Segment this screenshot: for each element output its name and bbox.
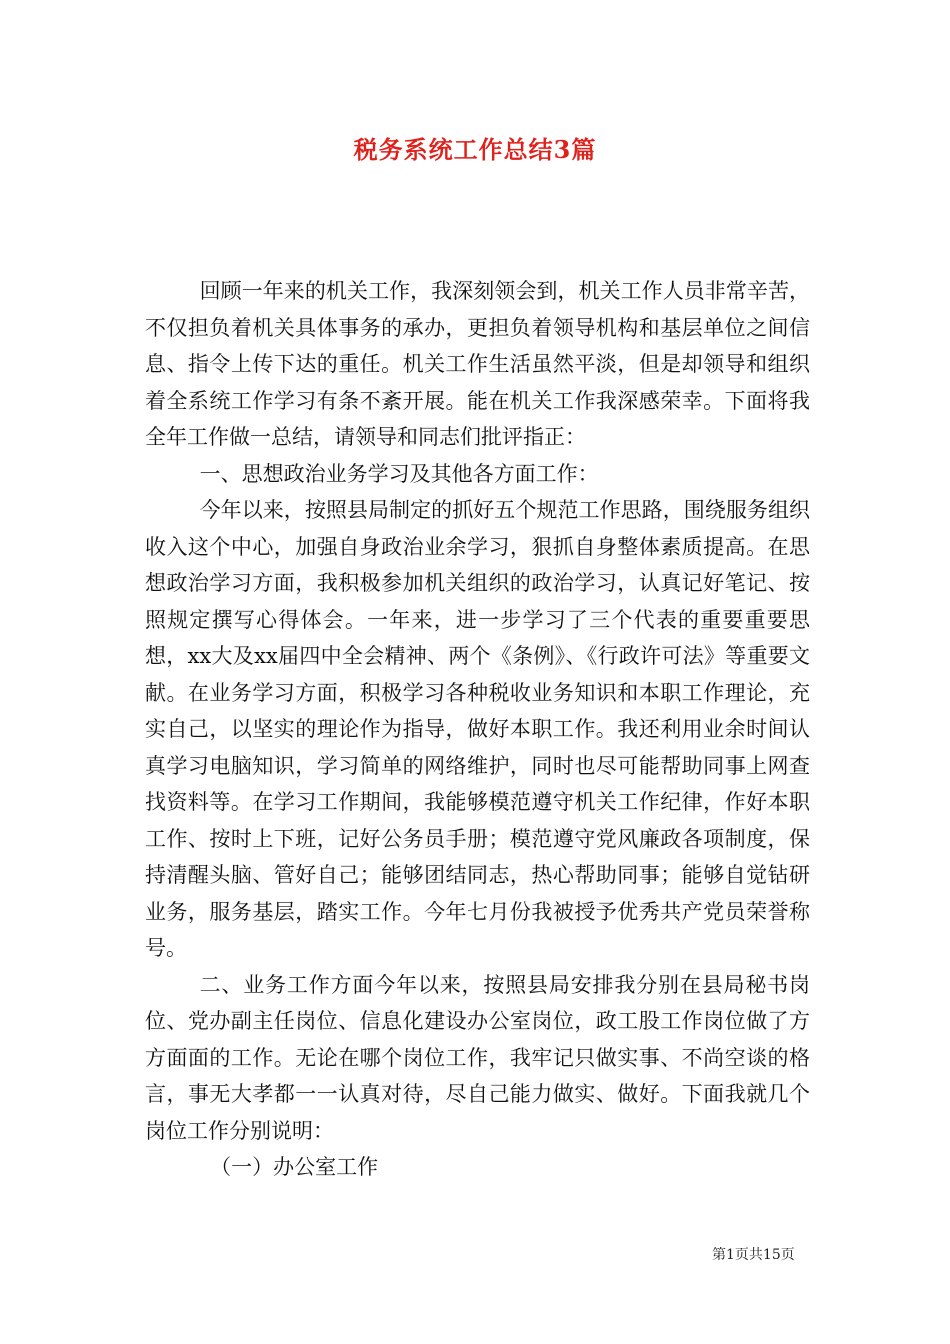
paragraph-study-details: 今年以来，按照县局制定的抓好五个规范工作思路，围绕服务组织收入这个中心，加强自身政治业余学习，狠抓自身整体素质提高。在思想政治学习方面，我积极参加机关组织的政治学习，认真记好笔记、按照规定撰写心得体会。一年来，进一步学习了三个代表的重要重要思想，xx大及xx届四中全会精神、两个《条例》、《行政许可法》等重要文献。在业务学习方面，积极学习各种税收业务知识和本职工作理论，充实自己，以坚实的理论作为指导，做好本职工作。我还利用业余时间认真学习电脑知识，学习简单的网络维护，同时也尽可能帮助同事上网查找资料等。在学习工作期间，我能够模范遵守机关工作纪律，作好本职工作、按时上下班，记好公务员手册；模范遵守党风廉政各项制度，保持清醒头脑、管好自己；能够团结同志，热心帮助同事；能够自觉钻研业务，服务基层，踏实工作。今年七月份我被授予优秀共产党员荣誉称号。 bbox=[145, 498, 810, 960]
paragraph-intro: 回顾一年来的机关工作，我深刻领会到，机关工作人员非常辛苦，不仅担负着机关具体事务的承办，更担负着领导机构和基层单位之间信息、指令上传下达的重任。机关工作生活虽然平淡，但是却领导和组织着全系统工作学习有条不紊开展。能在机关工作我深感荣幸。下面将我全年工作做一总结，请领导和同志们批评指正： bbox=[145, 279, 810, 449]
document-title: 税务系统工作总结3篇 bbox=[353, 135, 597, 164]
paragraph-business-work: 二、业务工作方面今年以来，按照县局安排我分别在县局秘书岗位、党办副主任岗位、信息化建设办公室岗位，政工股工作岗位做了方方面面的工作。无论在哪个岗位工作，我牢记只做实事、不尚空谈的格言，事无大孝都一一认真对待，尽自己能力做实、做好。下面我就几个岗位工作分别说明： bbox=[145, 972, 810, 1143]
section-heading-political-study: 一、思想政治业务学习及其他各方面工作： bbox=[199, 461, 599, 486]
subsection-heading-office-work: （一）办公室工作 bbox=[210, 1155, 379, 1179]
page-number-footer: 第1页共15页 bbox=[712, 1247, 795, 1263]
document-body bbox=[145, 273, 810, 1186]
